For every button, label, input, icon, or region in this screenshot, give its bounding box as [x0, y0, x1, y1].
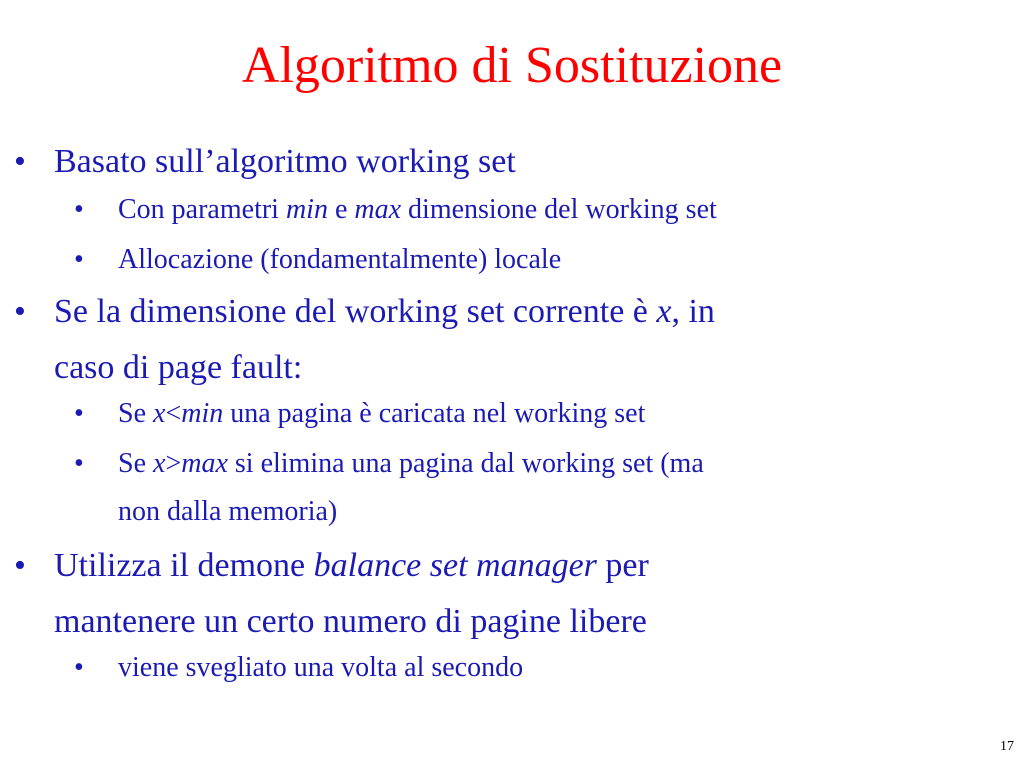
italic-text: min: [285, 194, 328, 225]
text-segment: Se la dimensione del working set corrente è: [54, 293, 657, 330]
text-segment: dimensione del working set: [401, 194, 717, 225]
italic-text: x: [656, 293, 672, 330]
text-segment: e: [327, 194, 355, 225]
text-segment: Basato sull’algoritmo working set: [54, 143, 516, 180]
text-segment: viene svegliato una volta al secondo: [118, 652, 524, 683]
bullet-item: [74, 186, 717, 234]
bullet-item: [14, 538, 649, 594]
bullet-item: [74, 440, 704, 488]
bullet-point-icon: •: [74, 448, 84, 479]
bullet-item-continuation: [54, 340, 302, 396]
bullet-item-continuation: [118, 488, 337, 536]
bullet-point-icon: •: [74, 194, 84, 225]
bullet-item: [74, 236, 562, 284]
bullet-point-icon: •: [14, 143, 26, 180]
text-segment: Allocazione (fondamentalmente) locale: [118, 244, 562, 275]
text-segment: Se: [118, 398, 153, 429]
bullet-item: [14, 134, 516, 190]
slide-title: Algoritmo di Sostituzione: [241, 37, 783, 94]
italic-text: max: [181, 448, 228, 479]
italic-text: x: [153, 448, 166, 479]
text-segment: Con parametri: [118, 194, 286, 225]
text-segment: <: [165, 398, 182, 429]
bullet-point-icon: •: [74, 244, 84, 275]
text-segment: >: [165, 448, 182, 479]
italic-text: x: [153, 398, 166, 429]
bullet-item-continuation: [54, 594, 647, 650]
bullet-item: [74, 644, 524, 692]
text-segment: caso di page fault:: [54, 349, 303, 386]
bullet-item: [14, 284, 715, 340]
text-segment: una pagina è caricata nel working set: [223, 398, 646, 429]
page-number: 17: [1000, 739, 1014, 754]
text-segment: Se: [118, 448, 153, 479]
italic-text: min: [181, 398, 224, 429]
italic-text: max: [354, 194, 402, 225]
text-segment: non dalla memoria): [118, 496, 338, 527]
text-segment: , in: [671, 293, 715, 330]
bullet-point-icon: •: [14, 547, 26, 584]
bullet-point-icon: •: [14, 293, 26, 330]
text-segment: per: [596, 547, 649, 584]
bullet-point-icon: •: [74, 398, 84, 429]
bullet-point-icon: •: [74, 652, 84, 683]
text-segment: mantenere un certo numero di pagine libere: [54, 603, 647, 640]
text-segment: Utilizza il demone: [54, 547, 314, 584]
italic-text: balance set manager: [313, 547, 597, 584]
text-segment: si elimina una pagina dal working set (ma: [227, 448, 704, 479]
bullet-item: [74, 390, 646, 438]
